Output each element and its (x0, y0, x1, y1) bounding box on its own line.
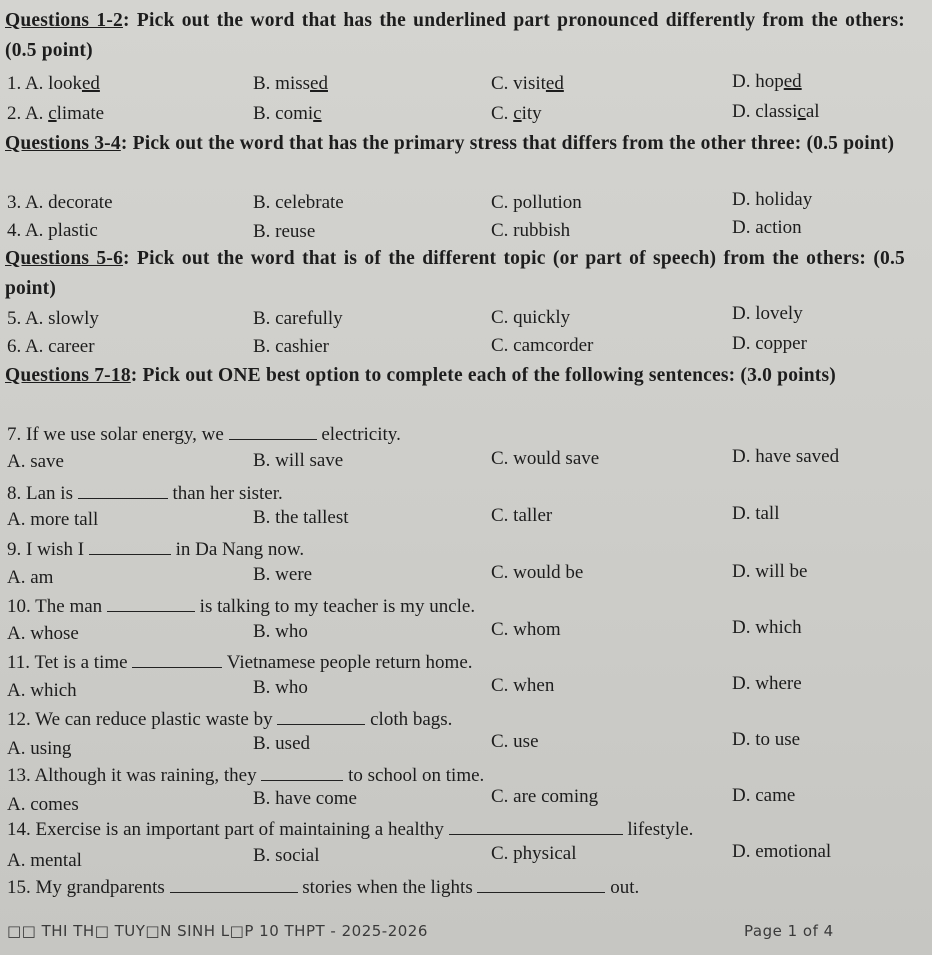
section-heading-1 (5, 6, 905, 66)
q8-option-c[interactable]: C. taller (491, 505, 553, 526)
q9-option-d[interactable]: D. will be (732, 561, 808, 582)
q5-option-b[interactable]: B. carefully (253, 308, 343, 329)
answer-blank[interactable] (261, 764, 343, 781)
q2-option-c[interactable]: C. city (491, 103, 542, 124)
q4-option-b[interactable]: B. reuse (253, 221, 316, 242)
section-heading-4 (5, 361, 905, 391)
section-number: Questions 1-2 (5, 10, 123, 31)
answer-blank[interactable] (132, 651, 222, 668)
q13-option-a[interactable]: A. comes (7, 794, 79, 815)
question-8-stem: 8. Lan is than her sister. (7, 483, 283, 504)
q4-option-c[interactable]: C. rubbish (491, 220, 571, 241)
section-instruction: : Pick out ONE best option to complete each of the following sentences: (3.0 points) (130, 365, 836, 386)
question-6: 6. A. career (7, 336, 95, 357)
q11-option-d[interactable]: D. where (732, 673, 802, 694)
q2-option-b[interactable]: B. comic (253, 103, 322, 124)
q8-option-d[interactable]: D. tall (732, 503, 780, 524)
answer-blank-2[interactable] (477, 876, 605, 893)
q6-option-c[interactable]: C. camcorder (491, 335, 594, 356)
q7-option-a[interactable]: A. save (7, 451, 64, 472)
answer-blank[interactable] (107, 595, 195, 612)
q11-option-b[interactable]: B. who (253, 677, 308, 698)
section-instruction: : Pick out the word that has the underlined part pronounced differently from the others: (0.5 point) (5, 10, 905, 61)
q3-option-c[interactable]: C. pollution (491, 192, 582, 213)
q14-option-c[interactable]: C. physical (491, 843, 577, 864)
q7-option-b[interactable]: B. will save (253, 450, 344, 471)
question-4: 4. A. plastic (7, 220, 98, 241)
question-2: 2. A. climate (7, 103, 105, 124)
q1-option-c[interactable]: C. visited (491, 73, 564, 94)
section-instruction: : Pick out the word that has the primary stress that differs from the other three: (0.5 point) (120, 133, 895, 154)
q6-option-d[interactable]: D. copper (732, 333, 807, 354)
answer-blank[interactable] (229, 423, 317, 440)
question-7-stem: 7. If we use solar energy, we electricity. (7, 424, 401, 445)
q10-option-a[interactable]: A. whose (7, 623, 79, 644)
q3-option-d[interactable]: D. holiday (732, 189, 813, 210)
q12-option-a[interactable]: A. using (7, 738, 72, 759)
answer-blank-1[interactable] (170, 876, 298, 893)
answer-blank[interactable] (78, 482, 168, 499)
section-heading-2 (5, 129, 905, 159)
q10-option-b[interactable]: B. who (253, 621, 308, 642)
question-10-stem: 10. The man is talking to my teacher is my uncle. (7, 596, 476, 617)
q14-option-b[interactable]: B. social (253, 845, 320, 866)
section-instruction: : Pick out the word that is of the different topic (or part of speech) from the others: (0.5 point) (5, 248, 905, 299)
q9-option-a[interactable]: A. am (7, 567, 54, 588)
question-5: 5. A. slowly (7, 308, 99, 329)
q13-option-b[interactable]: B. have come (253, 788, 357, 809)
section-number: Questions 3-4 (5, 133, 121, 154)
q12-option-d[interactable]: D. to use (732, 729, 801, 750)
footer-page-number: Page 1 of 4 (744, 922, 834, 940)
question-15-stem: 15. My grandparents stories when the lights out. (7, 877, 640, 898)
q6-option-b[interactable]: B. cashier (253, 336, 329, 357)
question-11-stem: 11. Tet is a time Vietnamese people return home. (7, 652, 473, 673)
q11-option-a[interactable]: A. which (7, 680, 77, 701)
q1-option-b[interactable]: B. missed (253, 73, 328, 94)
q9-option-c[interactable]: C. would be (491, 562, 584, 583)
section-heading-3 (5, 244, 905, 304)
section-number: Questions 7-18 (5, 365, 131, 386)
question-1: 1. A. looked (7, 73, 100, 94)
q14-option-a[interactable]: A. mental (7, 850, 82, 871)
answer-blank[interactable] (449, 818, 623, 835)
answer-blank[interactable] (89, 538, 171, 555)
q8-option-b[interactable]: B. the tallest (253, 507, 349, 528)
question-9-stem: 9. I wish I in Da Nang now. (7, 539, 305, 560)
q2-option-d[interactable]: D. classical (732, 101, 820, 122)
q12-option-b[interactable]: B. used (253, 733, 310, 754)
q5-option-d[interactable]: D. lovely (732, 303, 803, 324)
q7-option-c[interactable]: C. would save (491, 448, 600, 469)
q10-option-c[interactable]: C. whom (491, 619, 561, 640)
answer-blank[interactable] (277, 708, 365, 725)
q11-option-c[interactable]: C. when (491, 675, 555, 696)
q13-option-c[interactable]: C. are coming (491, 786, 599, 807)
q7-option-d[interactable]: D. have saved (732, 446, 840, 467)
q13-option-d[interactable]: D. came (732, 785, 796, 806)
q8-option-a[interactable]: A. more tall (7, 509, 99, 530)
q12-option-c[interactable]: C. use (491, 731, 539, 752)
q1-option-d[interactable]: D. hoped (732, 71, 802, 92)
q14-option-d[interactable]: D. emotional (732, 841, 832, 862)
footer-exam-title: □□ THI TH□ TUY□N SINH L□P 10 THPT - 2025-2026 (7, 922, 428, 940)
q5-option-c[interactable]: C. quickly (491, 307, 571, 328)
question-14-stem: 14. Exercise is an important part of maintaining a healthy lifestyle. (7, 819, 694, 840)
q9-option-b[interactable]: B. were (253, 564, 313, 585)
question-3: 3. A. decorate (7, 192, 113, 213)
question-12-stem: 12. We can reduce plastic waste by cloth bags. (7, 709, 453, 730)
question-13-stem: 13. Although it was raining, they to school on time. (7, 765, 485, 786)
q4-option-d[interactable]: D. action (732, 217, 802, 238)
section-number: Questions 5-6 (5, 248, 124, 269)
q3-option-b[interactable]: B. celebrate (253, 192, 344, 213)
q10-option-d[interactable]: D. which (732, 617, 802, 638)
